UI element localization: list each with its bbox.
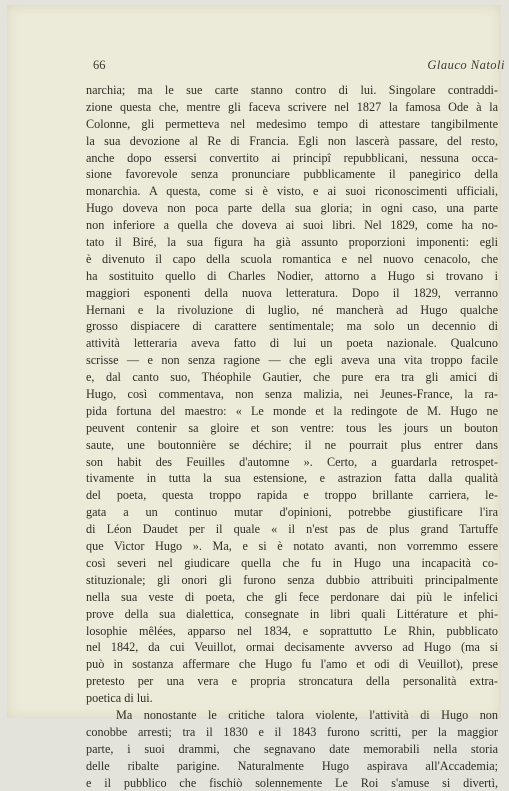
text-line: pretesto per una vera e propria stroncatura della personalità extra- bbox=[86, 674, 498, 689]
text-line: scrisse — e non senza ragione — che egli aveva una vita troppo facile bbox=[86, 353, 498, 368]
running-head bbox=[93, 58, 505, 74]
text-line: nel 1842, da cui Veuillot, ormai decisamente avverso ad Hugo (ma si bbox=[86, 640, 498, 655]
text-line: e, dal canto suo, Théophile Gautier, che pure era tra gli amici di bbox=[86, 370, 498, 385]
running-title: Glauco Natoli bbox=[427, 58, 505, 72]
text-line: non inferiore a quella che doveva ai suoi libri. Nel 1829, come ha no- bbox=[86, 218, 498, 233]
text-line: di Léon Daudet per il quale « il n'est pas de plus grand Tartuffe bbox=[86, 522, 498, 537]
text-line: ha sostituito quello di Charles Nodier, attorno a Hugo si trovano i bbox=[86, 268, 498, 283]
text-line: prove della sua dialettica, consegnate in libri quali Littérature et phi- bbox=[86, 606, 498, 621]
text-line: così severi nel giudicare quella che fu in Hugo una incapacità co- bbox=[86, 555, 498, 570]
text-line: tivamente in tutta la sua estensione, e astrazion fatta dalla qualità bbox=[86, 471, 498, 486]
text-line: è divenuto il capo della scuola romantica e nel nuovo cenacolo, che bbox=[86, 251, 498, 266]
body-text bbox=[86, 82, 498, 791]
text-line: peuvent contenir sa gloire et son ventre: tous les jours un bouton bbox=[86, 420, 498, 435]
text-line: pida fortuna del maestro: « Le monde et la redingote de M. Hugo ne bbox=[86, 403, 498, 418]
text-line: tato il Biré, la sua figura ha già assunto proporzioni imponenti: egli bbox=[86, 235, 498, 250]
text-line: Colonne, gli permetteva nel medesimo tempo di attestare tangibilmente bbox=[86, 116, 498, 131]
text-line: son habit des Feuilles d'automne ». Certo, a guardarla retrospet- bbox=[86, 454, 498, 469]
text-line: anche dopo essersi convertito ai principî repubblicani, nessuna occa- bbox=[86, 150, 498, 165]
text-line: nella sua veste di poeta, che gli fece perdonare dai più le infelici bbox=[86, 589, 498, 604]
text-line: parte, i suoi drammi, che segnavano date memorabili nella storia bbox=[86, 741, 498, 756]
text-line: zione questa che, mentre gli faceva scrivere nel 1827 la famosa Ode à la bbox=[86, 99, 498, 114]
text-line: losophie mêlées, apparso nel 1834, e soprattutto Le Rhin, pubblicato bbox=[86, 623, 498, 638]
text-line: gata a un continuo mutar d'opinioni, potrebbe giustificare l'ira bbox=[86, 505, 498, 520]
text-line: monarchia. A questa, come si è visto, e ai suoi riconoscimenti ufficiali, bbox=[86, 184, 498, 199]
text-line: poetica di lui. bbox=[86, 691, 153, 706]
page-number: 66 bbox=[93, 58, 106, 72]
text-line: e il pubblico che fischiò solennemente Le Roi s'amuse si divertì, bbox=[86, 775, 498, 790]
text-line: conobbe arresti; tra il 1830 e il 1843 furono scritti, per la maggior bbox=[86, 724, 498, 739]
text-line: narchia; ma le sue carte stanno contro di lui. Singolare contraddi- bbox=[86, 83, 498, 97]
paragraph-1 bbox=[86, 82, 498, 707]
text-line: grosso dispiacere di carattere sentimentale; ma solo un decennio di bbox=[86, 319, 498, 334]
paragraph-2 bbox=[86, 707, 498, 791]
text-line: Hugo doveva non poca parte della sua gloria; in ogni caso, una parte bbox=[86, 201, 498, 216]
text-line: può in sostanza affermare che Hugo fu l'amo et odi di Veuillot), prese bbox=[86, 657, 498, 672]
text-line: stituzionale; gli onori gli furono senza dubbio attribuiti principalmente bbox=[86, 572, 498, 587]
text-line: Hernani e la rivoluzione di luglio, né mancherà ad Hugo qualche bbox=[86, 302, 498, 317]
text-line: attività letteraria aveva fatto di lui un poeta nazionale. Qualcuno bbox=[86, 336, 498, 351]
text-line: Hugo, così commentava, non senza malizia, nei Jeunes-France, la ra- bbox=[86, 387, 498, 402]
text-line: que Victor Hugo ». Ma, e si è notato avanti, non vorremmo essere bbox=[86, 539, 498, 554]
text-line: sione favorevole senza pronunciare pubblicamente il panegirico della bbox=[86, 167, 498, 182]
text-line: la sua devozione al Re di Francia. Egli non lascerà passare, del resto, bbox=[86, 133, 498, 148]
text-line: Ma nonostante le critiche talora violente, l'attività di Hugo non bbox=[116, 707, 498, 722]
text-line: saute, une boutonnière se déchire; il ne pourrait plus entrer dans bbox=[86, 437, 498, 452]
text-line: delle ribalte parigine. Naturalmente Hugo aspirava all'Accademia; bbox=[86, 758, 498, 773]
text-line: del poeta, questa troppo rapida e troppo brillante carriera, le- bbox=[86, 488, 498, 503]
text-line: maggiori esponenti della nuova letteratura. Dopo il 1829, verranno bbox=[86, 285, 498, 300]
